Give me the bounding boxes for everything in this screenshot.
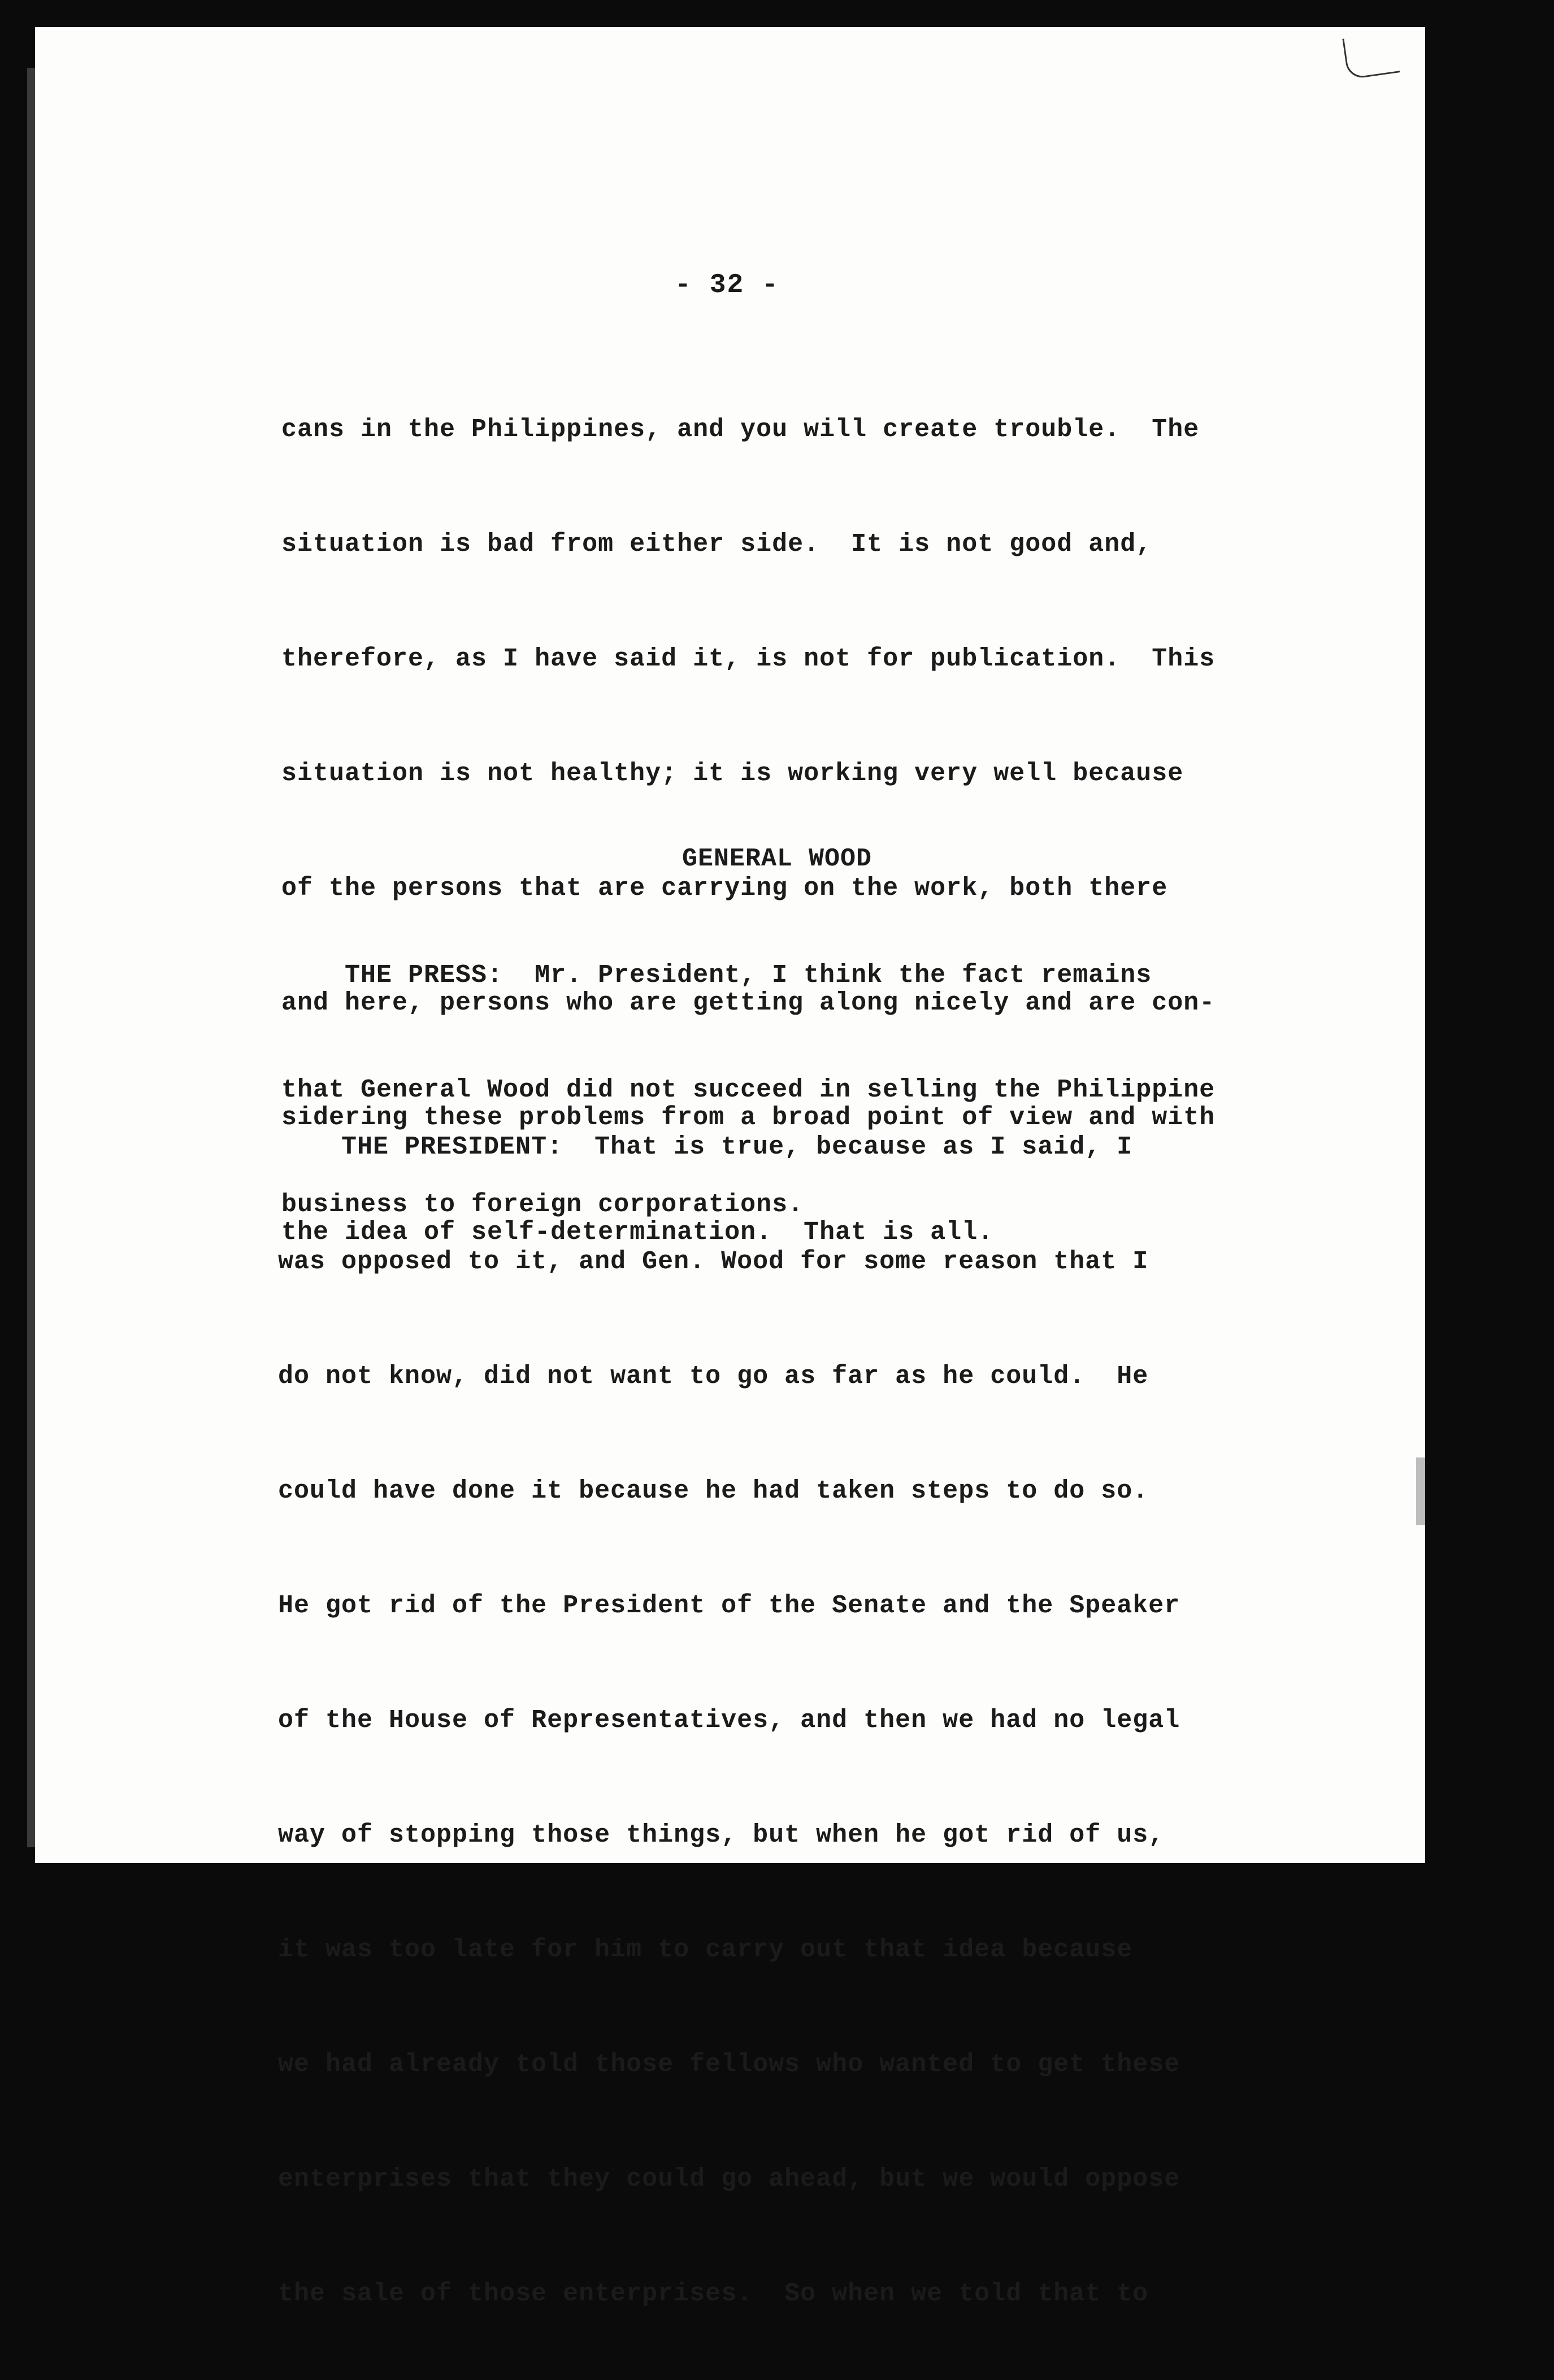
paragraph-3	[278, 1061, 1180, 2380]
page-stack-edge-right	[1416, 1457, 1425, 1525]
text-line: THE PRESIDENT: That is true, because as I said, I	[278, 1133, 1133, 1161]
text-line: way of stopping those things, but when he got rid of us,	[278, 1821, 1165, 1850]
text-line: was opposed to it, and Gen. Wood for some reason that I	[278, 1247, 1149, 1276]
text-line: situation is bad from either side. It is not good and,	[281, 530, 1152, 559]
section-heading: GENERAL WOOD	[681, 845, 873, 873]
text-line: do not know, did not want to go as far as he could. He	[278, 1362, 1149, 1391]
text-line: business to foreign corporations.	[281, 1190, 804, 1219]
text-line: and here, persons who are getting along nicely and are con-	[281, 989, 1216, 1017]
text-line: we had already told those fellows who wanted to get these	[278, 2050, 1180, 2079]
text-line: sidering these problems from a broad point of view and with	[281, 1103, 1216, 1132]
text-line: therefore, as I have said it, is not for publication. This	[281, 645, 1216, 673]
corner-pencil-mark	[1342, 32, 1400, 80]
text-line: the idea of self-determination. That is all.	[281, 1218, 994, 1247]
text-line: it was too late for him to carry out that idea because	[278, 1935, 1133, 1964]
text-line: cans in the Philippines, and you will create trouble. The	[281, 415, 1200, 444]
text-line: situation is not healthy; it is working very well because	[281, 759, 1184, 788]
text-line: that General Wood did not succeed in selling the Philippine	[281, 1076, 1216, 1104]
text-line: the sale of those enterprises. So when we told that to	[278, 2279, 1149, 2308]
text-line: enterprises that they could go ahead, but we would oppose	[278, 2165, 1180, 2194]
text-line: THE PRESS: Mr. President, I think the fact remains	[281, 961, 1152, 990]
text-line: of the persons that are carrying on the work, both there	[281, 874, 1168, 903]
text-line: of the House of Representatives, and then we had no legal	[278, 1706, 1180, 1735]
text-line: could have done it because he had taken steps to do so.	[278, 1477, 1149, 1506]
text-line: He got rid of the President of the Senate and the Speaker	[278, 1591, 1180, 1620]
page-number: - 32 -	[675, 270, 779, 301]
